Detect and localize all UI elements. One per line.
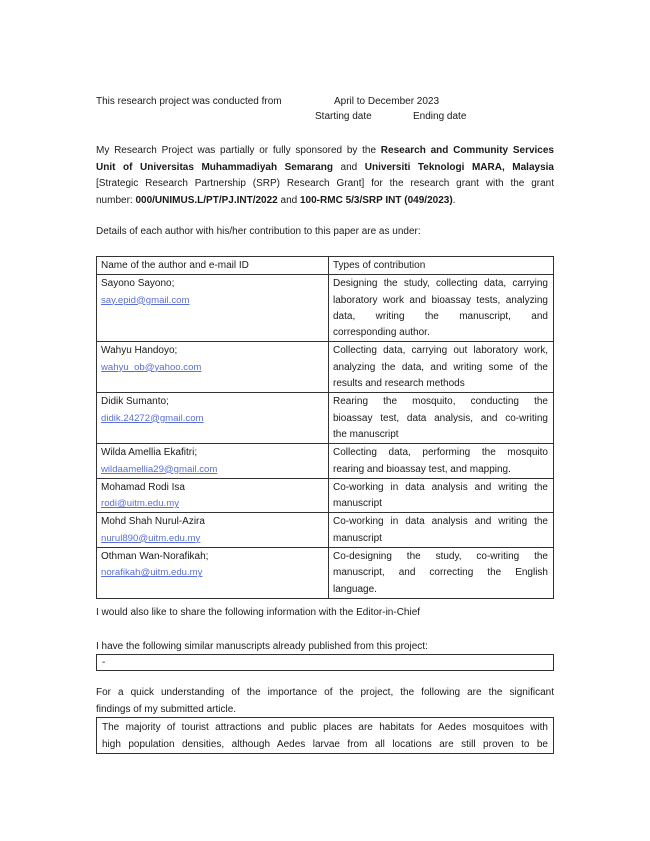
author-name: Wilda Amellia Ekafitri; <box>101 447 198 459</box>
contribution-line: Co-working in data analysis and writing the <box>333 516 548 528</box>
sponsor-line-2: Unit of Universitas Muhammadiyah Semarang and Universiti Teknologi MARA, Malaysia <box>96 161 554 173</box>
ending-date-label: Ending date <box>413 111 467 122</box>
table-row <box>97 478 554 513</box>
findings-box-line-1: The majority of tourist attractions and public places are habitats for Aedes mosquitoes with <box>102 722 548 733</box>
author-cell <box>97 342 329 393</box>
editor-note: I would also like to share the following information with the Editor-in-Chief <box>96 607 421 618</box>
sponsor-line-1: My Research Project was partially or fully sponsored by the Research and Community Services <box>96 145 554 156</box>
similar-manuscripts-heading: I have the following similar manuscripts already published from this project: <box>96 641 428 652</box>
findings-intro <box>96 685 554 718</box>
contribution-line: manuscript, and correcting the English <box>333 567 548 579</box>
contribution-line: Designing the study, collecting data, carrying <box>333 278 548 290</box>
conducted-text: This research project was conducted from <box>96 96 282 107</box>
contribution-line: Co-working in data analysis and writing the <box>333 481 548 493</box>
contribution-line: data, writing the manuscript, and <box>333 310 548 322</box>
contribution-line: Co-designing the study, co-writing the <box>333 551 548 563</box>
author-cell <box>97 548 329 599</box>
findings-box-line-2: high population densities, although Aedes larvae from all locations are still proven to be <box>102 738 548 750</box>
author-cell <box>97 444 329 479</box>
contribution-cell <box>329 342 554 393</box>
sponsor-line-4: number: 000/UNIMUS.L/PT/PJ.INT/2022 and 100-RMC 5/3/SRP INT (049/2023). <box>96 194 456 206</box>
similar-manuscripts-box <box>96 654 554 671</box>
findings-intro-line-1: For a quick understanding of the importance of the project, the following are the significant <box>96 687 554 698</box>
contribution-line: manuscript <box>333 532 382 544</box>
contribution-line: bioassay test, data analysis, and co-writing <box>333 412 548 424</box>
contribution-line: results and research methods <box>333 378 465 390</box>
contribution-line: the manuscript <box>333 428 399 440</box>
table-row <box>97 393 554 444</box>
contribution-line: rearing and bioassay test, and mapping. <box>333 463 511 475</box>
table-row <box>97 548 554 599</box>
contribution-cell <box>329 513 554 548</box>
starting-date-label: Starting date <box>315 111 372 122</box>
contribution-line: corresponding author. <box>333 327 430 339</box>
table-row <box>97 513 554 548</box>
contribution-line: laboratory work and bioassay tests, analyzing <box>333 294 548 306</box>
contribution-line: Rearing the mosquito, conducting the <box>333 396 548 408</box>
table-header-row <box>97 257 554 275</box>
findings-intro-line-2: findings of my submitted article. <box>96 703 237 715</box>
author-email-link[interactable]: rodi@uitm.edu.my <box>101 498 179 510</box>
author-email-link[interactable]: wildaamellia29@gmail.com <box>101 463 218 475</box>
table-row <box>97 275 554 342</box>
author-email-link[interactable]: norafikah@uitm.edu.my <box>101 567 203 579</box>
header-contrib-cell: Types of contribution <box>329 257 554 275</box>
contribution-cell <box>329 275 554 342</box>
project-period: April to December 2023 <box>334 96 440 107</box>
author-email-link[interactable]: say.epid@gmail.com <box>101 294 190 306</box>
contribution-cell <box>329 478 554 513</box>
contribution-cell <box>329 444 554 479</box>
author-email-link[interactable]: didik.24272@gmail.com <box>101 412 204 424</box>
author-name: Sayono Sayono; <box>101 278 175 290</box>
findings-box <box>96 717 554 754</box>
contribution-cell <box>329 548 554 599</box>
table-row <box>97 342 554 393</box>
contribution-line: Collecting data, carrying out laboratory work, <box>333 345 548 357</box>
author-email-link[interactable]: wahyu_ob@yahoo.com <box>101 361 202 373</box>
author-contribution-table <box>96 256 554 599</box>
author-name: Wahyu Handoyo; <box>101 345 178 357</box>
contribution-line: analyzing the data, and writing some of the <box>333 361 548 373</box>
author-email-link[interactable]: nurul890@uitm.edu.my <box>101 532 201 544</box>
contribution-line: Collecting data, performing the mosquito <box>333 447 548 459</box>
author-name: Didik Sumanto; <box>101 396 169 408</box>
author-name: Mohamad Rodi Isa <box>101 481 185 493</box>
table-row <box>97 444 554 479</box>
sponsor-paragraph <box>96 143 554 209</box>
details-heading: Details of each author with his/her contribution to this paper are as under: <box>96 226 421 237</box>
author-cell <box>97 275 329 342</box>
author-cell <box>97 513 329 548</box>
contribution-line: manuscript <box>333 498 382 510</box>
contribution-line: language. <box>333 583 377 595</box>
author-cell <box>97 393 329 444</box>
author-name: Mohd Shah Nurul-Azira <box>101 516 205 528</box>
author-name: Othman Wan-Norafikah; <box>101 551 209 563</box>
contribution-cell <box>329 393 554 444</box>
header-name-cell: Name of the author and e-mail ID <box>97 257 329 275</box>
sponsor-line-3: [Strategic Research Partnership (SRP) Research Grant] for the research grant with the grant <box>96 178 554 189</box>
author-cell <box>97 478 329 513</box>
similar-manuscripts-value: - <box>102 657 106 668</box>
